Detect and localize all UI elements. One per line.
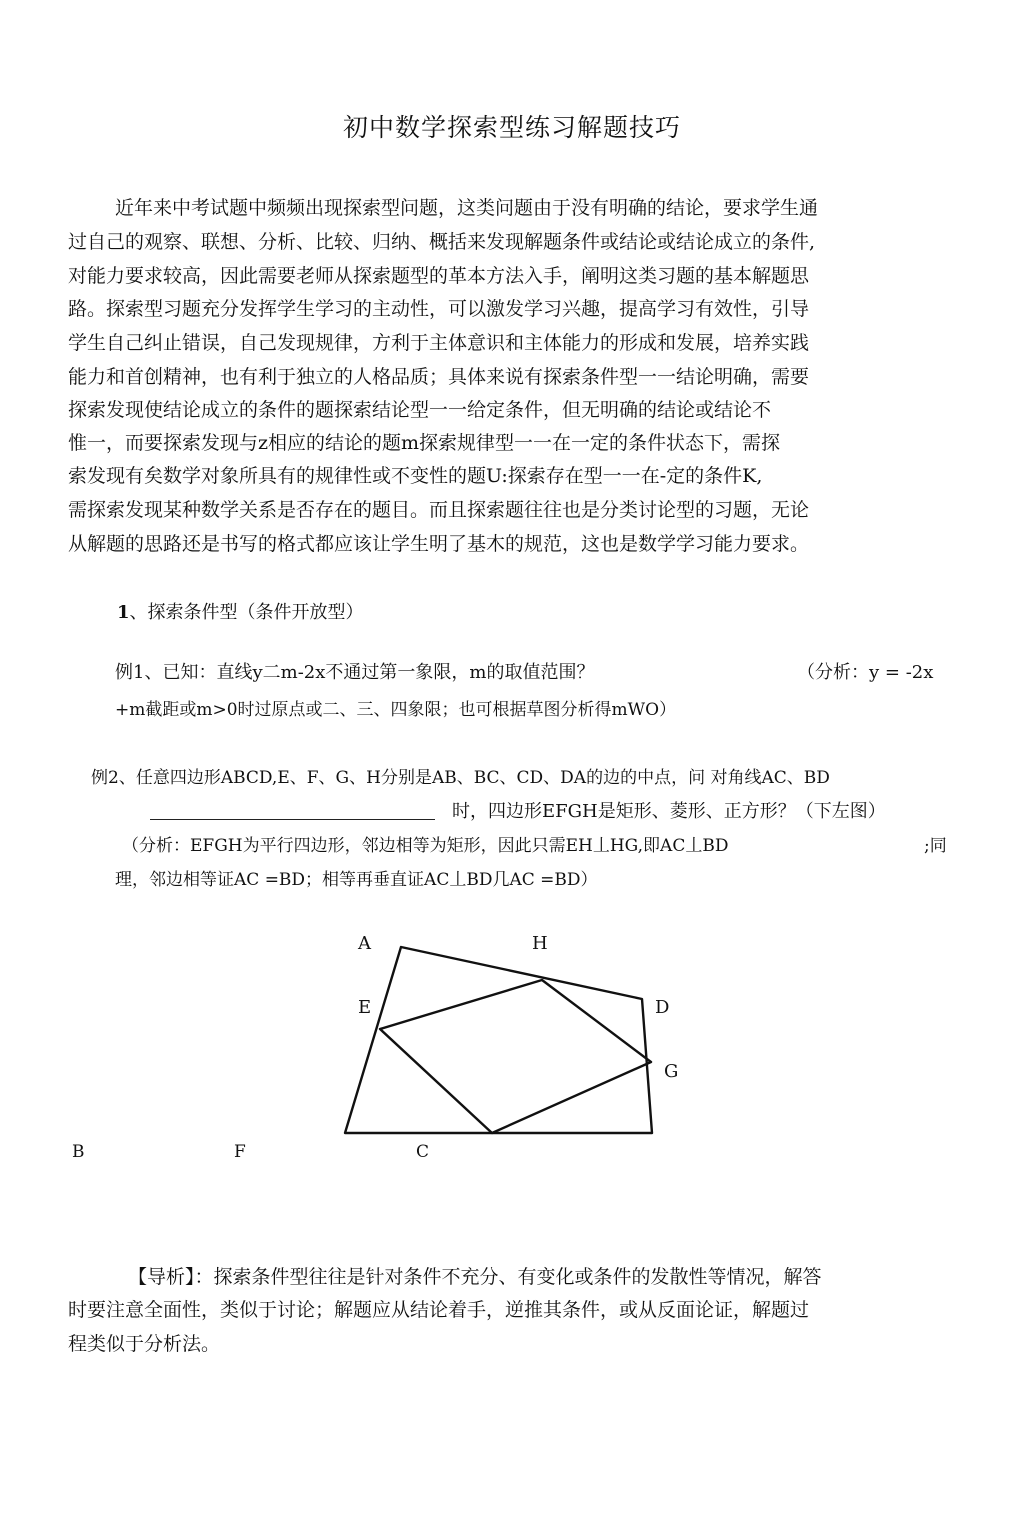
section-number: 1	[117, 602, 130, 623]
vertex-label-f: F	[234, 1142, 246, 1162]
example-2-question-tail: 时，四边形EFGH是矩形、菱形、正方形？（下左图）	[452, 801, 886, 822]
intro-line: 探索发现使结论成立的条件的题探索结论型一一给定条件，但无明确的结论或结论不	[68, 399, 772, 421]
example-1-question: 例1、已知：直线y二m-2x不通过第一象限，m的取值范围？	[115, 662, 595, 683]
intro-line: 索发现有矣数学对象所具有的规律性或不变性的题U:探索存在型一一在-定的条件K,	[68, 465, 763, 487]
example-2-question: 例2、任意四边形ABCD,E、F、G、H分别是AB、BC、CD、DA的边的中点，问 对角线AC、BD	[91, 768, 830, 788]
quadrilateral-diagram	[330, 925, 680, 1150]
intro-line: 学生自己纠止错误，自己发现规律，方利于主体意识和主体能力的形成和发展，培养实践	[68, 332, 810, 354]
guide-line: 时要注意全面性，类似于讨论；解题应从结论着手，逆推其条件，或从反面论证，解题过	[68, 1299, 810, 1321]
vertex-label-a: A	[358, 933, 371, 954]
example-2-analysis: （分析：EFGH为平行四边形，邻边相等为矩形，因此只需EH丄HG,即AC丄BD	[122, 836, 729, 856]
section-heading	[117, 598, 364, 624]
vertex-label-e: E	[358, 997, 372, 1018]
inner-quadrilateral	[380, 980, 651, 1133]
intro-line: 近年来中考试题中频频出现探索型问题，这类问题由于没有明确的结论，要求学生通	[115, 197, 819, 219]
example-1-analysis: （分析：y = -2x	[797, 662, 934, 683]
vertex-label-b: B	[72, 1142, 85, 1162]
page-title: 初中数学探索型练习解题技巧	[342, 113, 681, 142]
section-heading-text: 、探索条件型（条件开放型）	[129, 602, 364, 623]
intro-line: 需探索发现某种数学关系是否存在的题目。而且探索题往往也是分类讨论型的习题，无论	[68, 499, 810, 521]
vertex-label-d: D	[655, 997, 670, 1018]
intro-line: 对能力要求较高，因此需要老师从探索题型的革本方法入手，阐明这类习题的基本解题思	[68, 265, 810, 287]
intro-line: 能力和首创精神，也有利于独立的人格品质；具体来说有探索条件型一一结论明确，需要	[68, 366, 810, 388]
quadrilateral-figure	[330, 925, 680, 1154]
intro-line: 过自己的观察、联想、分析、比较、归纳、概括来发现解题条件或结论或结论成立的条件,	[68, 231, 816, 253]
intro-line: 路。探索型习题充分发挥学生学习的主动性，可以激发学习兴趣，提高学习有效性，引导	[68, 298, 810, 320]
vertex-label-c: C	[416, 1142, 430, 1162]
vertex-label-g: G	[664, 1061, 679, 1082]
vertex-label-h: H	[532, 933, 548, 954]
intro-line: 惟一，而要探索发现与z相应的结论的题m探索规律型一一在一定的条件状态下，需探	[68, 432, 781, 454]
guide-line: 程类似于分析法。	[68, 1333, 221, 1355]
answer-blank	[150, 819, 435, 820]
intro-line: 从解题的思路还是书写的格式都应该让学生明了基木的规范，这也是数学学习能力要求。	[68, 533, 810, 555]
guide-line: 【导析】：探索条件型往往是针对条件不充分、有变化或条件的发散性等情况，解答	[128, 1266, 822, 1288]
example-2-analysis-cont: 理，邻边相等证AC =BD；相等再垂直证AC丄BD几AC =BD）	[115, 870, 598, 890]
example-1-analysis-cont: +m截距或m>0时过原点或二、三、四象限；也可根据草图分析得mWO）	[115, 700, 677, 720]
example-2-analysis-tail: ;同	[924, 836, 947, 856]
